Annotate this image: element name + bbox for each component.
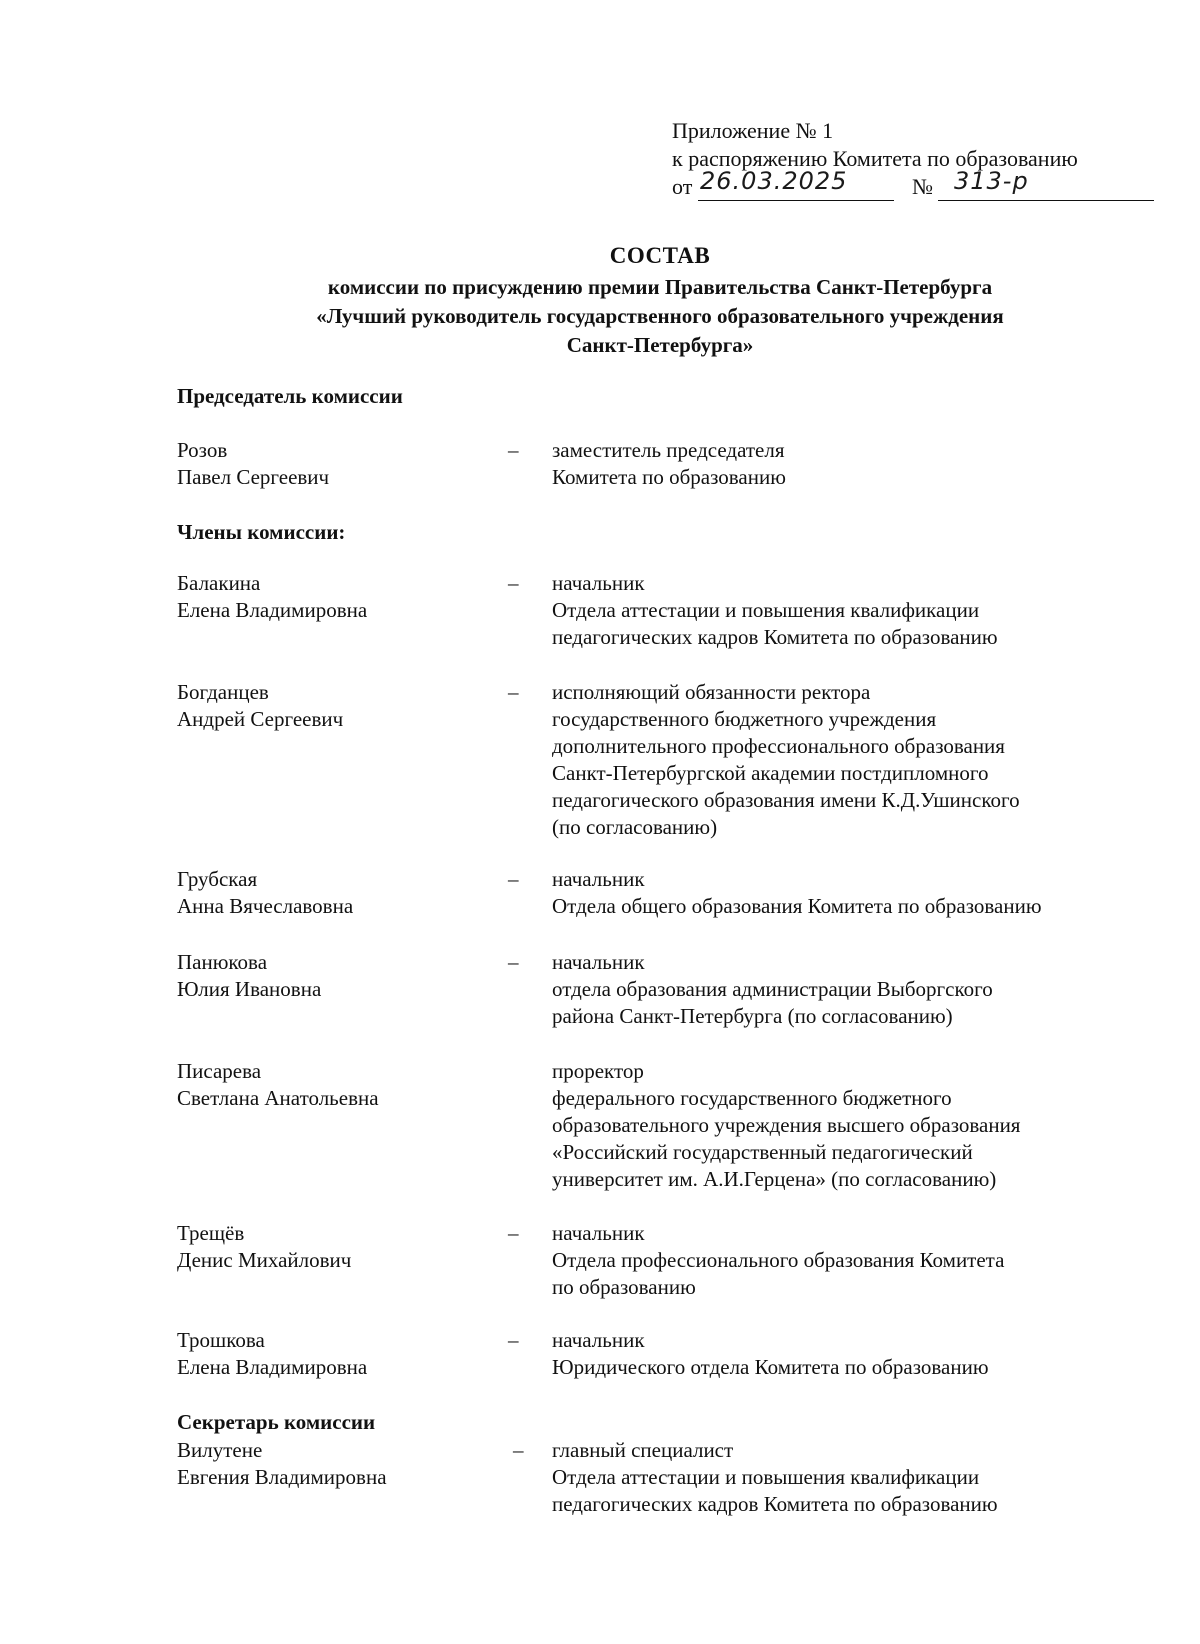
position-line: Отдела аттестации и повышения квалификации: [552, 598, 980, 622]
position-line: Санкт-Петербургской академии постдипломного: [552, 761, 989, 785]
position-line: начальник: [552, 571, 645, 595]
handwritten-date: 26.03.2025: [700, 167, 848, 195]
from-label: от: [672, 174, 693, 199]
number-underline: [938, 200, 1154, 201]
position-line: начальник: [552, 950, 645, 974]
title-subline-1: комиссии по присуждению премии Правительства Санкт-Петербурга: [327, 275, 993, 299]
position-line: Отдела профессионального образования Комитета: [552, 1248, 1005, 1272]
separator-dash: –: [508, 680, 519, 704]
given-names: Елена Владимировна: [177, 1355, 368, 1379]
position-line: образовательного учреждения высшего образования: [552, 1113, 1021, 1137]
person-name: [177, 1437, 497, 1491]
separator-dash: –: [508, 571, 519, 595]
given-names: Анна Вячеславовна: [177, 894, 354, 918]
person-name: [177, 1058, 497, 1112]
position-line: начальник: [552, 1221, 645, 1245]
document-title: СОСТАВ: [609, 243, 711, 268]
position-line: отдела образования администрации Выборгского: [552, 977, 993, 1001]
title-subline-3: Санкт-Петербурга»: [566, 333, 754, 357]
position-line: исполняющий обязанности ректора: [552, 680, 871, 704]
person-position: [552, 949, 1152, 1030]
given-names: Светлана Анатольевна: [177, 1086, 379, 1110]
person-name: [177, 866, 497, 920]
position-line: (по согласованию): [552, 815, 718, 839]
person-position: [552, 437, 1152, 491]
given-names: Андрей Сергеевич: [177, 707, 344, 731]
separator-dash: –: [508, 867, 519, 891]
appendix-date-number-line: [672, 167, 1172, 203]
position-line: Комитета по образованию: [552, 465, 786, 489]
given-names: Денис Михайлович: [177, 1248, 352, 1272]
surname: Вилутене: [177, 1438, 263, 1462]
appendix-line-2: к распоряжению Комитета по образованию: [672, 146, 1078, 171]
surname: Панюкова: [177, 950, 268, 974]
person-name: [177, 1327, 497, 1381]
separator-dash: –: [513, 1438, 524, 1462]
separator-dash: –: [508, 950, 519, 974]
surname: Розов: [177, 438, 228, 462]
position-line: федерального государственного бюджетного: [552, 1086, 952, 1110]
person-position: [552, 1327, 1152, 1381]
surname: Балакина: [177, 571, 261, 595]
position-line: педагогических кадров Комитета по образованию: [552, 625, 998, 649]
position-line: «Российский государственный педагогический: [552, 1140, 973, 1164]
given-names: Юлия Ивановна: [177, 977, 322, 1001]
title-subline-2: «Лучший руководитель государственного образовательного учреждения: [316, 304, 1004, 328]
person-position: [552, 570, 1152, 651]
person-name: [177, 679, 497, 733]
given-names: Павел Сергеевич: [177, 465, 330, 489]
position-line: педагогического образования имени К.Д.Ушинского: [552, 788, 1020, 812]
position-line: заместитель председателя: [552, 438, 785, 462]
surname: Грубская: [177, 867, 258, 891]
position-line: дополнительного профессионального образования: [552, 734, 1005, 758]
surname: Трещёв: [177, 1221, 245, 1245]
person-position: [552, 1058, 1152, 1193]
given-names: Евгения Владимировна: [177, 1465, 387, 1489]
secretary-heading: Секретарь комиссии: [177, 1410, 376, 1434]
separator-dash: –: [508, 1328, 519, 1352]
person-position: [552, 1220, 1152, 1301]
number-label: №: [912, 174, 933, 199]
surname: Писарева: [177, 1059, 262, 1083]
position-line: университет им. А.И.Герцена» (по согласованию): [552, 1167, 997, 1191]
person-name: [177, 437, 497, 491]
chair-heading: Председатель комиссии: [177, 384, 403, 408]
position-line: педагогических кадров Комитета по образованию: [552, 1492, 998, 1516]
given-names: Елена Владимировна: [177, 598, 368, 622]
separator-dash: –: [508, 1221, 519, 1245]
person-name: [177, 949, 497, 1003]
position-line: начальник: [552, 867, 645, 891]
position-line: Отдела аттестации и повышения квалификации: [552, 1465, 980, 1489]
person-name: [177, 570, 497, 624]
position-line: главный специалист: [552, 1438, 734, 1462]
surname: Богданцев: [177, 680, 269, 704]
separator-dash: –: [508, 438, 519, 462]
position-line: государственного бюджетного учреждения: [552, 707, 937, 731]
position-line: проректор: [552, 1059, 644, 1083]
position-line: начальник: [552, 1328, 645, 1352]
position-line: по образованию: [552, 1275, 696, 1299]
members-heading: Члены комиссии:: [177, 520, 346, 544]
date-underline: [698, 200, 894, 201]
position-line: Юридического отдела Комитета по образованию: [552, 1355, 989, 1379]
appendix-block: [672, 117, 1172, 203]
appendix-line-1: Приложение № 1: [672, 118, 834, 143]
person-position: [552, 1437, 1152, 1518]
position-line: Отдела общего образования Комитета по образованию: [552, 894, 1042, 918]
handwritten-number: 313-р: [954, 167, 1029, 195]
person-position: [552, 679, 1152, 841]
person-position: [552, 866, 1152, 920]
surname: Трошкова: [177, 1328, 265, 1352]
position-line: района Санкт-Петербурга (по согласованию): [552, 1004, 953, 1028]
person-name: [177, 1220, 497, 1274]
